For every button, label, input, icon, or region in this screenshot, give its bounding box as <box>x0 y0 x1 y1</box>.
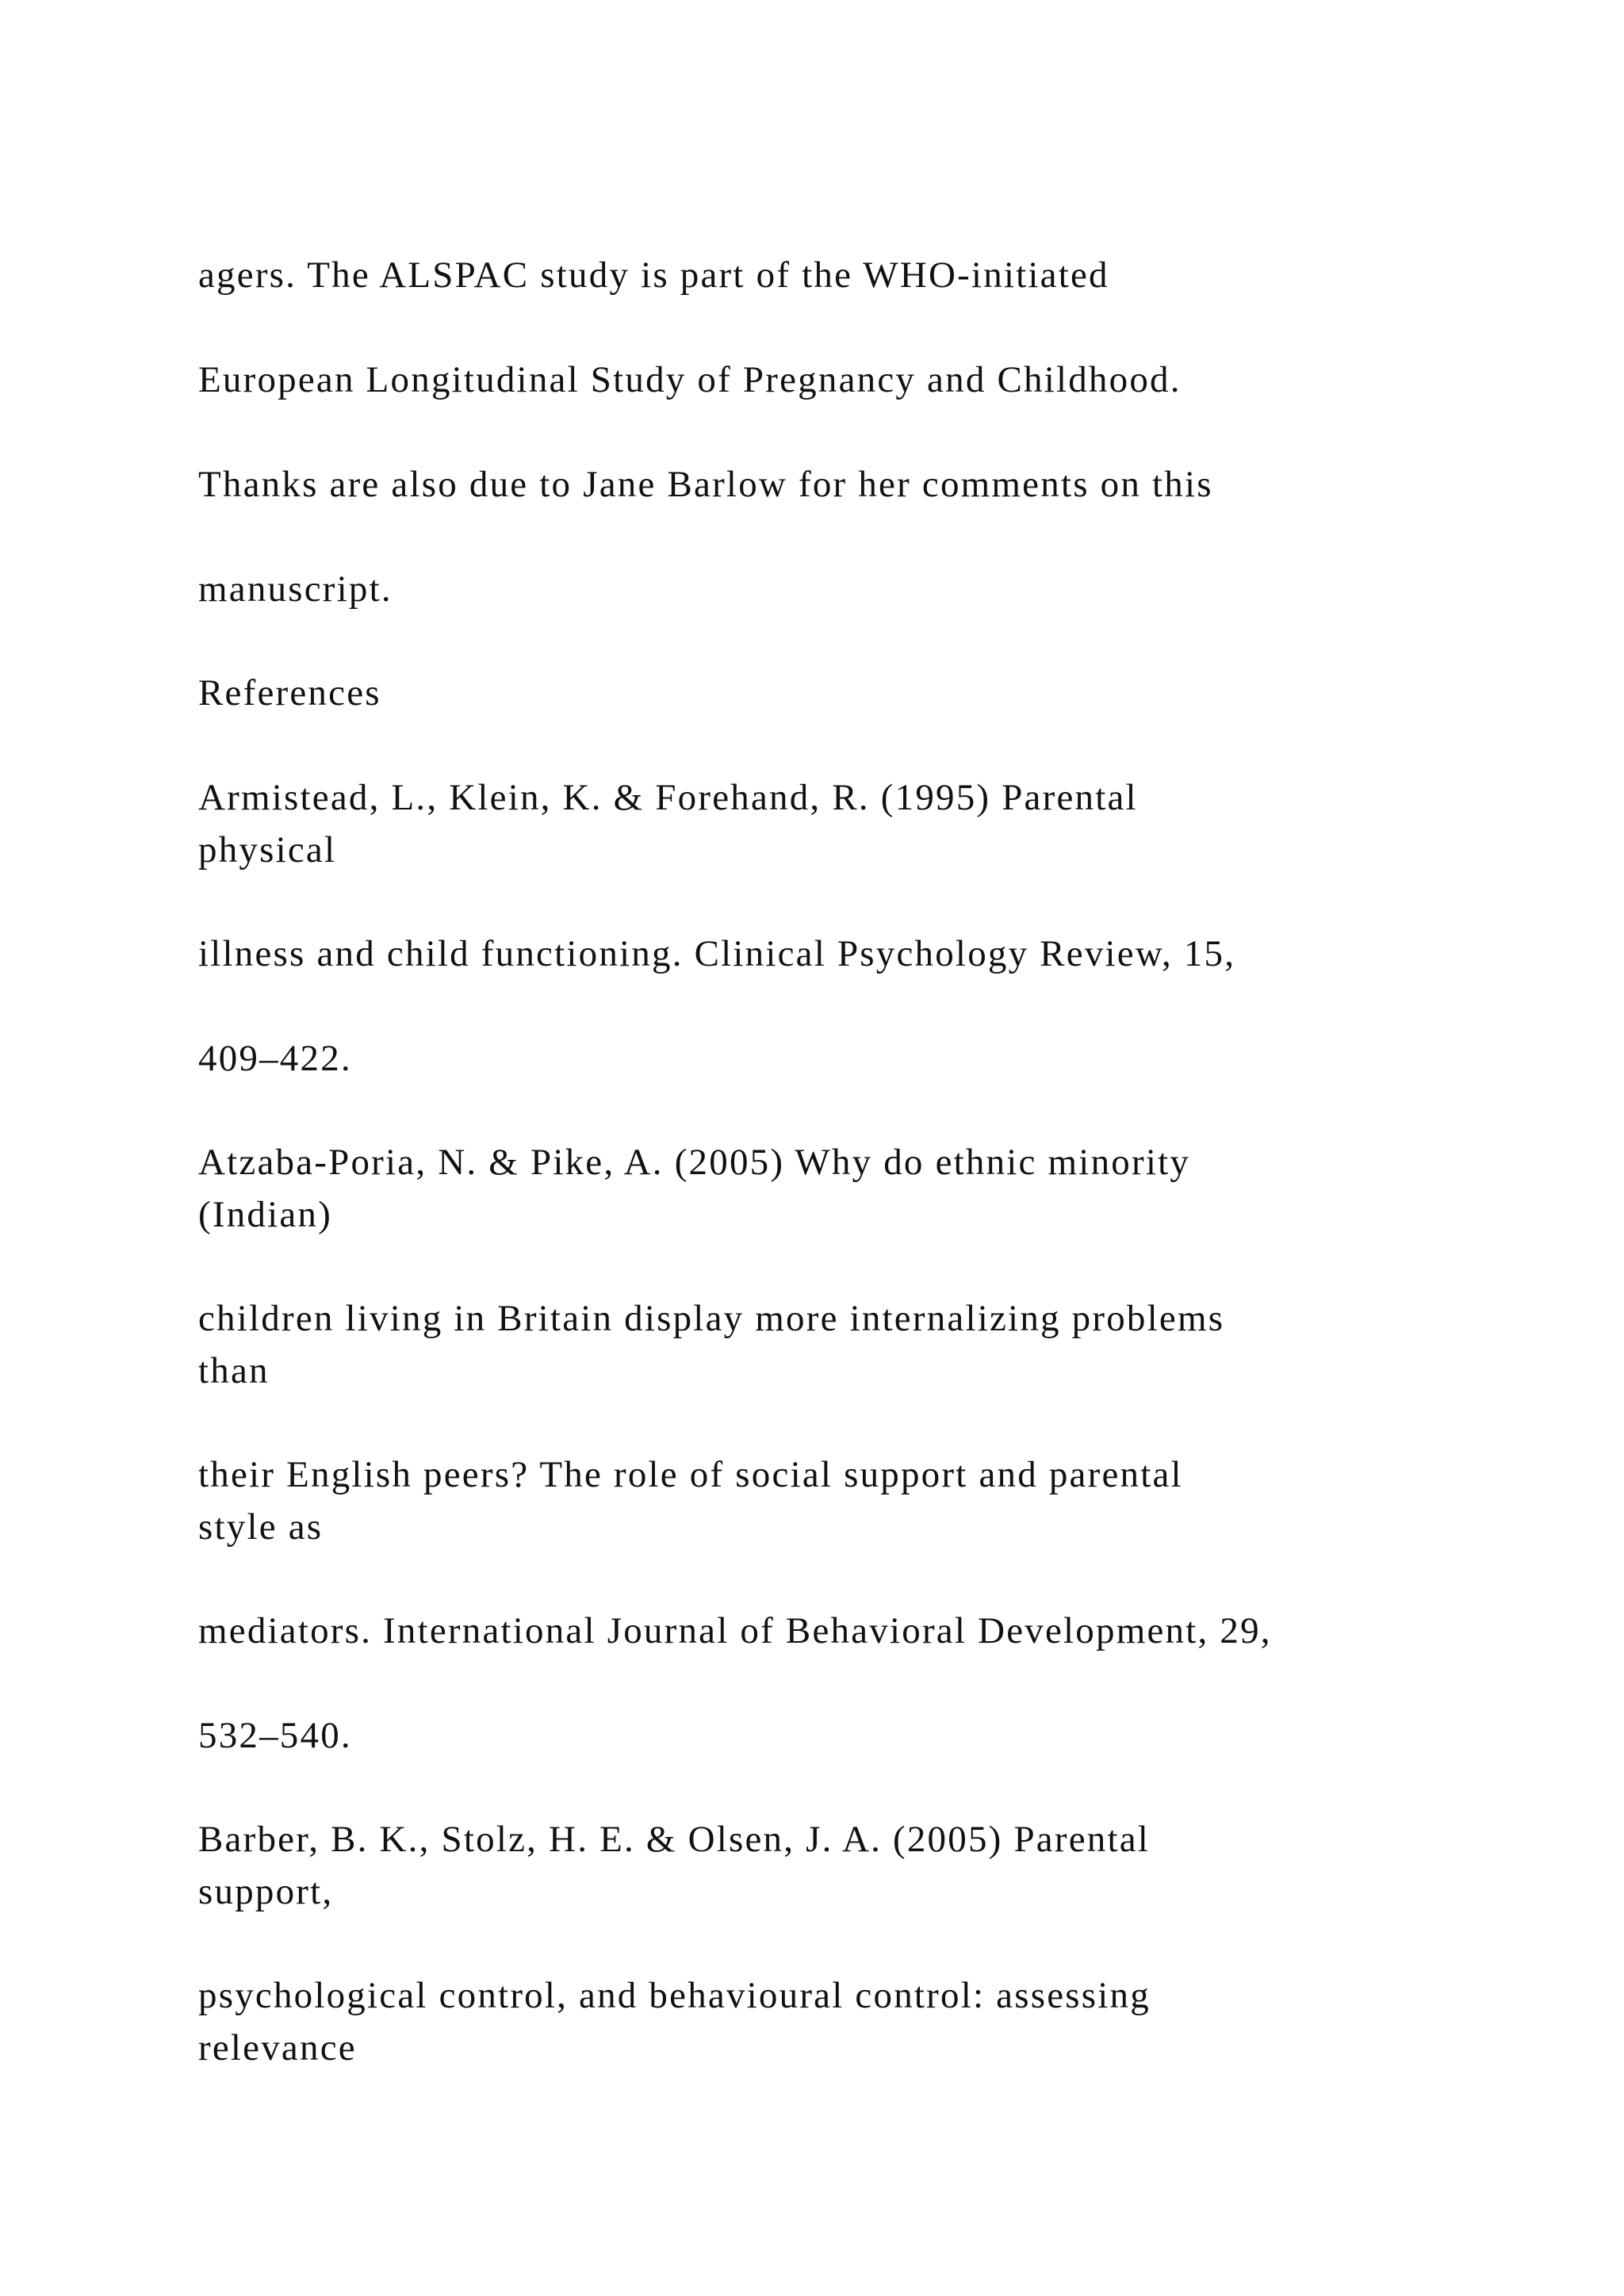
text-line: agers. The ALSPAC study is part of the WHO-initiated <box>198 254 1109 296</box>
reference-line: psychological control, and behavioural control: assessing <box>198 1975 1151 2016</box>
reference-line: Barber, B. K., Stolz, H. E. & Olsen, J. A. (2005) Parental <box>198 1819 1151 1860</box>
reference-line: (Indian) <box>198 1194 332 1235</box>
text-line: manuscript. <box>198 568 393 610</box>
reference-line: Atzaba-Poria, N. & Pike, A. (2005) Why do ethnic minority <box>198 1142 1191 1183</box>
reference-line: physical <box>198 829 337 871</box>
reference-line: support, <box>198 1871 334 1912</box>
reference-line: children living in Britain display more internalizing problems <box>198 1298 1225 1339</box>
reference-line: 409–422. <box>198 1038 352 1079</box>
reference-line: 532–540. <box>198 1715 352 1756</box>
text-line: European Longitudinal Study of Pregnancy and Childhood. <box>198 359 1182 400</box>
text-line: Thanks are also due to Jane Barlow for her comments on this <box>198 464 1213 505</box>
reference-line: than <box>198 1350 270 1391</box>
reference-line: style as <box>198 1506 324 1548</box>
reference-line: illness and child functioning. Clinical Psychology Review, 15, <box>198 933 1236 974</box>
references-heading: References <box>198 672 381 714</box>
reference-line: mediators. International Journal of Behavioral Development, 29, <box>198 1610 1272 1651</box>
reference-line: Armistead, L., Klein, K. & Forehand, R. (1995) Parental <box>198 777 1138 818</box>
reference-line: relevance <box>198 2027 357 2068</box>
reference-line: their English peers? The role of social support and parental <box>198 1454 1183 1495</box>
